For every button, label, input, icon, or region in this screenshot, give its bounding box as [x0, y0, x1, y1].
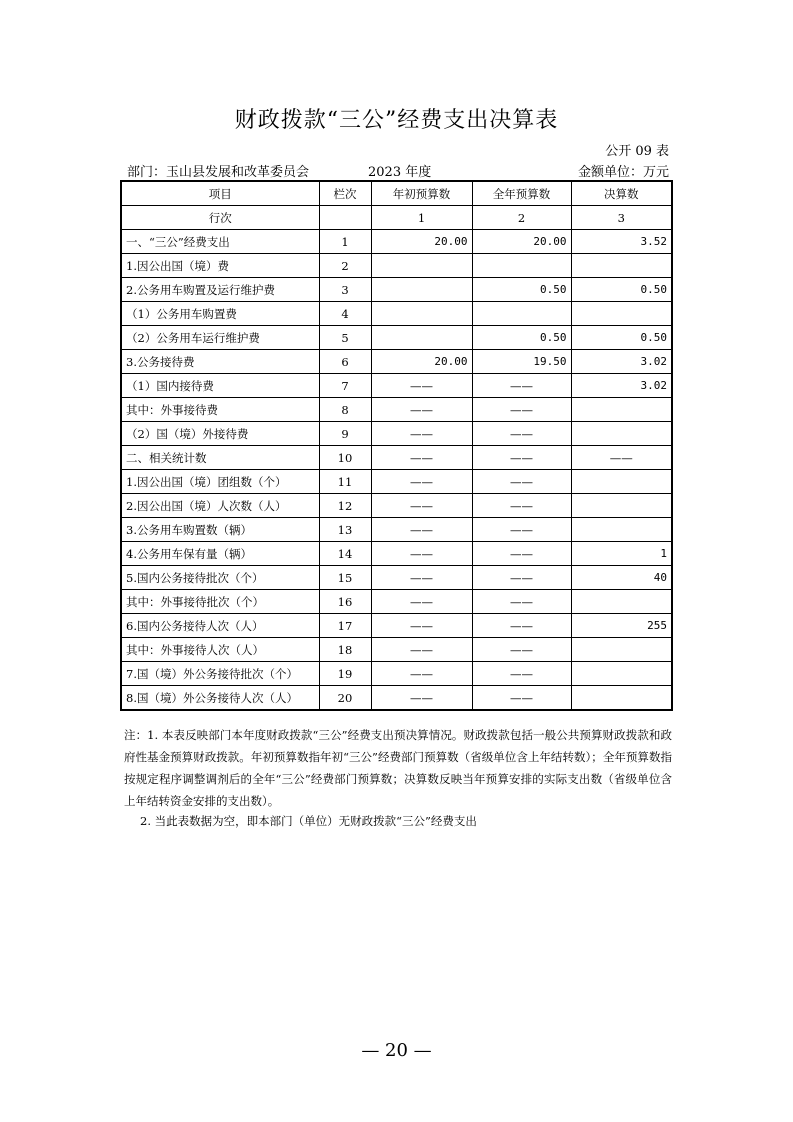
- table-meta: [123, 161, 669, 179]
- row-final-accounts: [571, 302, 672, 326]
- row-item-label: 2.公务用车购置及运行维护费: [121, 278, 319, 302]
- table-row: [121, 302, 672, 326]
- row-full-year-budget: ——: [472, 590, 571, 614]
- row-initial-budget: ——: [371, 446, 472, 470]
- table-note-1: 注：1. 本表反映部门本年度财政拨款“三公”经费支出预决算情况。财政拨款包括一般公共预算财政拨款和政府性基金预算财政拨款。年初预算数指年初“三公”经费部门预算数（省级单位含上年结转数）；全年预算数指按规定程序调整调剂后的全年“三公”经费部门预算数；决算数反映当年预算安排的实际支出数（省级单位含上年结转资金安排的支出数）。: [124, 728, 672, 808]
- row-initial-budget: [371, 326, 472, 350]
- index-label: 行次: [121, 206, 319, 230]
- row-item-label: （2）国（境）外接待费: [121, 422, 319, 446]
- table-row: [121, 518, 672, 542]
- row-column-no: 19: [319, 662, 371, 686]
- row-column-no: 17: [319, 614, 371, 638]
- row-item-label: 4.公务用车保有量（辆）: [121, 542, 319, 566]
- table-row: [121, 278, 672, 302]
- table-row: [121, 446, 672, 470]
- department-label: 部门：玉山县发展和改革委员会: [127, 165, 310, 180]
- row-column-no: 10: [319, 446, 371, 470]
- row-column-no: 16: [319, 590, 371, 614]
- table-header-row: [121, 181, 672, 206]
- row-column-no: 6: [319, 350, 371, 374]
- row-full-year-budget: 19.50: [472, 350, 571, 374]
- row-final-accounts: [571, 470, 672, 494]
- row-column-no: 11: [319, 470, 371, 494]
- index-cell: 1: [371, 206, 472, 230]
- row-final-accounts: [571, 686, 672, 711]
- row-final-accounts: [571, 398, 672, 422]
- header-item: 项目: [121, 181, 319, 206]
- row-column-no: 12: [319, 494, 371, 518]
- row-full-year-budget: ——: [472, 374, 571, 398]
- row-column-no: 9: [319, 422, 371, 446]
- row-item-label: 8.国（境）外公务接待人次（人）: [121, 686, 319, 711]
- table-row: [121, 326, 672, 350]
- page-title: 财政拨款“三公”经费支出决算表: [234, 108, 559, 133]
- index-cell: 3: [571, 206, 672, 230]
- row-item-label: （2）公务用车运行维护费: [121, 326, 319, 350]
- row-initial-budget: ——: [371, 638, 472, 662]
- row-full-year-budget: ——: [472, 494, 571, 518]
- row-full-year-budget: ——: [472, 686, 571, 711]
- row-initial-budget: ——: [371, 518, 472, 542]
- row-final-accounts: [571, 254, 672, 278]
- header-full-year-budget: 全年预算数: [472, 181, 571, 206]
- table-row: [121, 398, 672, 422]
- row-item-label: 6.国内公务接待人次（人）: [121, 614, 319, 638]
- row-full-year-budget: ——: [472, 446, 571, 470]
- row-item-label: 1.因公出国（境）费: [121, 254, 319, 278]
- table-row: [121, 230, 672, 254]
- row-final-accounts: 1: [571, 542, 672, 566]
- index-cell: [319, 206, 371, 230]
- row-final-accounts: 3.02: [571, 350, 672, 374]
- row-final-accounts: [571, 638, 672, 662]
- row-item-label: 其中：外事接待批次（个）: [121, 590, 319, 614]
- row-column-no: 4: [319, 302, 371, 326]
- row-initial-budget: ——: [371, 614, 472, 638]
- table-index-row: [121, 206, 672, 230]
- table-row: [121, 494, 672, 518]
- table-note-2: 2. 当此表数据为空，即本部门（单位）无财政拨款“三公”经费支出: [140, 814, 477, 828]
- table-row: [121, 662, 672, 686]
- form-number: 公开 09 表: [605, 144, 669, 159]
- row-full-year-budget: 20.00: [472, 230, 571, 254]
- row-full-year-budget: ——: [472, 614, 571, 638]
- table-row: [121, 686, 672, 711]
- row-initial-budget: [371, 302, 472, 326]
- row-initial-budget: ——: [371, 470, 472, 494]
- row-item-label: 7.国（境）外公务接待批次（个）: [121, 662, 319, 686]
- row-full-year-budget: ——: [472, 518, 571, 542]
- row-column-no: 13: [319, 518, 371, 542]
- row-item-label: 二、相关统计数: [121, 446, 319, 470]
- header-final-accounts: 决算数: [571, 181, 672, 206]
- row-full-year-budget: [472, 302, 571, 326]
- table-row: [121, 470, 672, 494]
- table-row: [121, 350, 672, 374]
- index-cell: 2: [472, 206, 571, 230]
- row-final-accounts: 0.50: [571, 326, 672, 350]
- amount-unit-label: 金额单位：万元: [577, 165, 669, 180]
- row-initial-budget: ——: [371, 662, 472, 686]
- row-item-label: 1.因公出国（境）团组数（个）: [121, 470, 319, 494]
- row-column-no: 7: [319, 374, 371, 398]
- row-final-accounts: 255: [571, 614, 672, 638]
- table-row: [121, 542, 672, 566]
- row-final-accounts: 3.02: [571, 374, 672, 398]
- row-full-year-budget: 0.50: [472, 278, 571, 302]
- row-initial-budget: ——: [371, 398, 472, 422]
- row-column-no: 8: [319, 398, 371, 422]
- row-initial-budget: [371, 278, 472, 302]
- row-initial-budget: ——: [371, 422, 472, 446]
- row-initial-budget: ——: [371, 566, 472, 590]
- row-full-year-budget: ——: [472, 566, 571, 590]
- row-item-label: （1）公务用车购置费: [121, 302, 319, 326]
- row-item-label: 3.公务用车购置数（辆）: [121, 518, 319, 542]
- row-column-no: 1: [319, 230, 371, 254]
- row-final-accounts: ——: [571, 446, 672, 470]
- row-initial-budget: ——: [371, 686, 472, 711]
- row-item-label: 3.公务接待费: [121, 350, 319, 374]
- row-column-no: 3: [319, 278, 371, 302]
- row-final-accounts: 40: [571, 566, 672, 590]
- table-row: [121, 590, 672, 614]
- row-item-label: 其中：外事接待人次（人）: [121, 638, 319, 662]
- table-row: [121, 374, 672, 398]
- row-final-accounts: 0.50: [571, 278, 672, 302]
- row-initial-budget: 20.00: [371, 230, 472, 254]
- row-item-label: 2.因公出国（境）人次数（人）: [121, 494, 319, 518]
- row-full-year-budget: 0.50: [472, 326, 571, 350]
- row-full-year-budget: ——: [472, 422, 571, 446]
- row-column-no: 15: [319, 566, 371, 590]
- row-initial-budget: ——: [371, 374, 472, 398]
- fiscal-year-label: 2023 年度: [368, 165, 432, 180]
- table-row: [121, 254, 672, 278]
- table-row: [121, 638, 672, 662]
- three-public-expenses-table: [120, 180, 673, 711]
- table-row: [121, 614, 672, 638]
- row-full-year-budget: ——: [472, 542, 571, 566]
- row-full-year-budget: ——: [472, 638, 571, 662]
- row-initial-budget: [371, 254, 472, 278]
- row-initial-budget: 20.00: [371, 350, 472, 374]
- row-column-no: 5: [319, 326, 371, 350]
- row-full-year-budget: ——: [472, 662, 571, 686]
- row-final-accounts: 3.52: [571, 230, 672, 254]
- row-full-year-budget: ——: [472, 398, 571, 422]
- row-item-label: 5.国内公务接待批次（个）: [121, 566, 319, 590]
- table-row: [121, 422, 672, 446]
- table-row: [121, 566, 672, 590]
- row-column-no: 18: [319, 638, 371, 662]
- row-column-no: 14: [319, 542, 371, 566]
- row-item-label: 其中：外事接待费: [121, 398, 319, 422]
- row-item-label: （1）国内接待费: [121, 374, 319, 398]
- row-column-no: 20: [319, 686, 371, 711]
- page-number: — 20 —: [361, 1040, 432, 1061]
- row-final-accounts: [571, 662, 672, 686]
- row-initial-budget: ——: [371, 542, 472, 566]
- row-final-accounts: [571, 590, 672, 614]
- row-column-no: 2: [319, 254, 371, 278]
- row-item-label: 一、“三公”经费支出: [121, 230, 319, 254]
- row-final-accounts: [571, 518, 672, 542]
- row-initial-budget: ——: [371, 494, 472, 518]
- row-full-year-budget: [472, 254, 571, 278]
- row-initial-budget: ——: [371, 590, 472, 614]
- row-full-year-budget: ——: [472, 470, 571, 494]
- row-final-accounts: [571, 422, 672, 446]
- row-final-accounts: [571, 494, 672, 518]
- header-initial-budget: 年初预算数: [371, 181, 472, 206]
- header-column-no: 栏次: [319, 181, 371, 206]
